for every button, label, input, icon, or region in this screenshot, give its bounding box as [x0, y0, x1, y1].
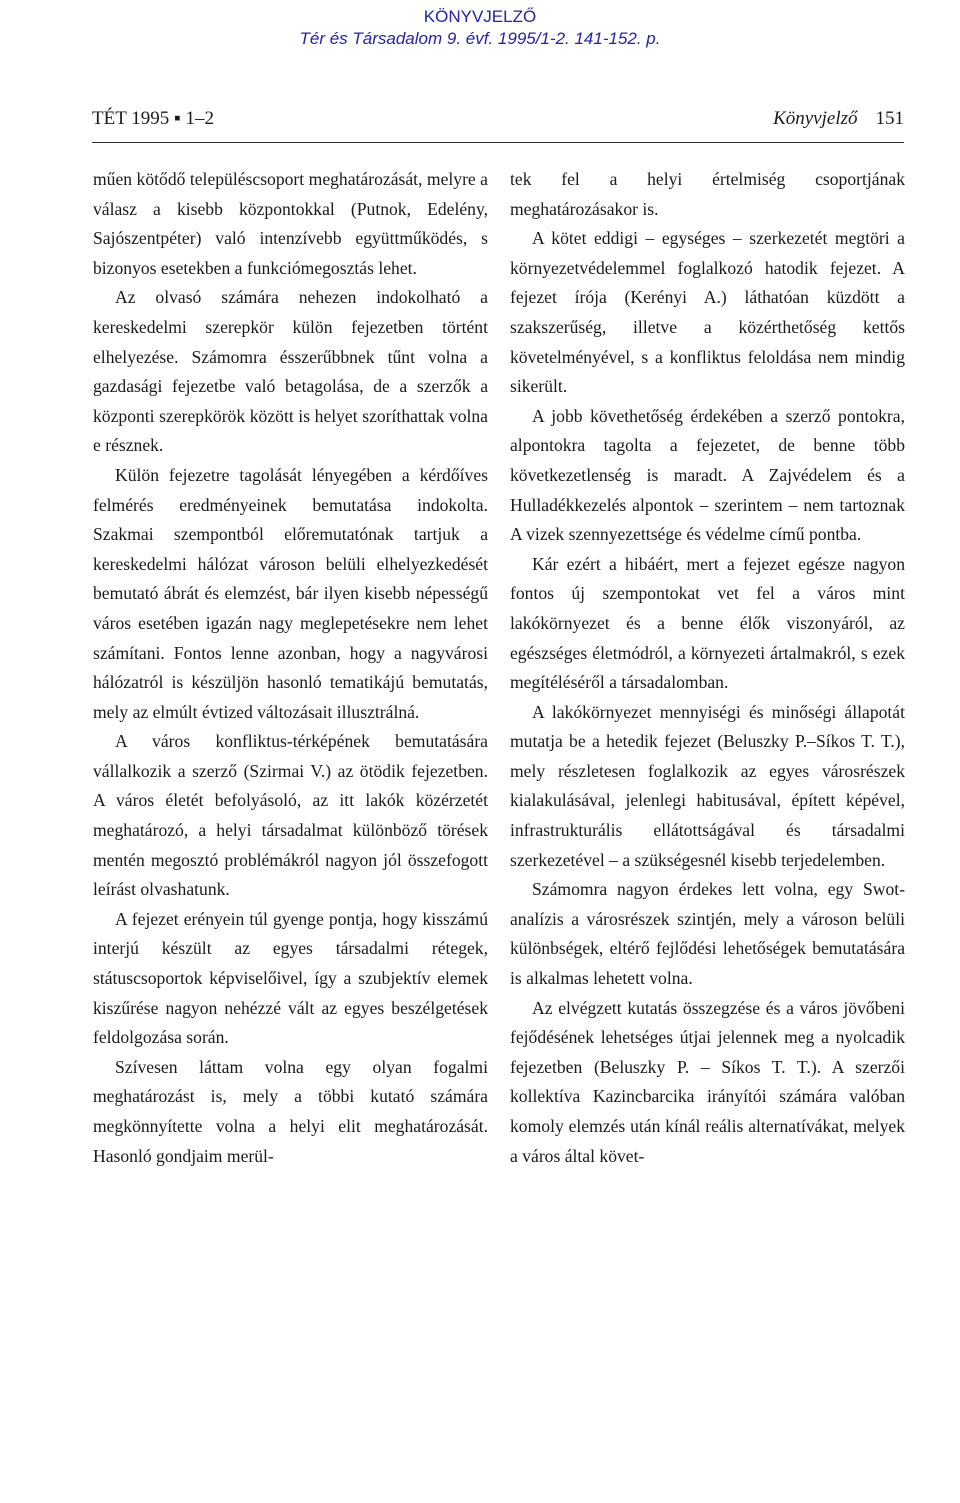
- paragraph: Az elvégzett kutatás összegzése és a város jövőbeni fejődésének lehetséges útjai jelennek meg a nyolcadik fejezetben (Beluszky P. – Síkos T. T.). A szerzői kollektíva Kazincbarcika irányítói számára valóban komoly elemzés után kínál reális alternatívákat, melyek a város által követ-: [510, 997, 905, 1166]
- running-head: [92, 108, 904, 138]
- paragraph: Kár ezért a hibáért, mert a fejezet egésze nagyon fontos új szempontokat vet fel a város mint lakókörnyezet és a benne élők viszonyáról, az egészséges életmódról, a környezeti ártalmakról, s ezek megítéléséről a társadalomban.: [510, 553, 905, 693]
- section-label: KÖNYVJELZŐ: [423, 7, 537, 26]
- paragraph: Számomra nagyon érdekes lett volna, egy Swot-analízis a városrészek szintjén, mely a városon belüli különbségek, eltérő fejlődési lehetőségek bemutatására is alkalmas lehetett volna.: [510, 879, 905, 989]
- header-rule: [92, 142, 904, 143]
- paragraph: műen kötődő településcsoport meghatározását, melyre a válasz a kisebb központokkal (Putnok, Edelény, Sajószentpéter) való intenzívebb együttműködés, s bizonyos esetekben a funkciómegosztás lehet.: [93, 169, 488, 278]
- paragraph: A lakókörnyezet mennyiségi és minőségi állapotát mutatja be a hetedik fejezet (Beluszky P.–Síkos T. T.), mely részletesen foglalkozik az egyes városrészek kialakulásával, jelenlegi habitusával, épített képével, infrastrukturális ellátottságával és társadalmi szerkezetével – a szükségesnél kisebb terjedelemben.: [510, 701, 905, 870]
- paragraph: Külön fejezetre tagolását lényegében a kérdőíves felmérés eredményeinek bemutatása indokolta. Szakmai szempontból előremutatónak tartjuk a kereskedelmi hálózat városon belüli elhelyezkedését bemutató ábrát és elemzést, bár ilyen kisebb népességű város esetében igazán nagy meglepetésekre nem lehet számítani. Fontos lenne azonban, hogy a nagyvárosi hálózatról is készüljön hasonló tematikájú bemutatás, mely az elmúlt évtized változásait illusztrálná.: [93, 464, 488, 722]
- right-column: [510, 165, 905, 1171]
- paragraph: A város konfliktus-térképének bemutatására vállalkozik a szerző (Szirmai V.) az ötödik fejezetben. A város életét befolyásoló, az itt lakók közérzetét meghatározó, a helyi társadalmat különböző törések mentén megosztó problémákról nagyon jól összefogott leírást olvashatunk.: [93, 731, 488, 900]
- citation-header: [0, 6, 960, 50]
- left-column: [93, 165, 488, 1171]
- paragraph: A fejezet erényein túl gyenge pontja, hogy kisszámú interjú készült az egyes társadalmi rétegek, státuscsoportok képviselőivel, így a szubjektív elemek kiszűrése nagyon nehézzé vált az egyes beszélgetések feldolgozása során.: [93, 908, 488, 1048]
- paragraph: A kötet eddigi – egységes – szerkezetét megtöri a környezetvédelemmel foglalkozó hatodik fejezet. A fejezet írója (Kerényi A.) láthatóan küzdött a szakszerűség, illetve a közérthetőség kettős követelményével, s a konfliktus feloldása nem mindig sikerült.: [510, 228, 905, 397]
- running-head-right: [773, 108, 904, 130]
- journal-issue: TÉT 1995 ▪ 1–2: [92, 108, 214, 129]
- page-number: 151: [875, 108, 904, 129]
- citation-line: Tér és Társadalom 9. évf. 1995/1-2. 141-152. p.: [299, 29, 661, 48]
- paragraph: A jobb követhetőség érdekében a szerző pontokra, alpontokra tagolta a fejezetet, de benne több következetlenség is maradt. A Zajvédelem és a Hulladékkezelés alpontok – szerintem – nem tartoznak A vizek szennyezettsége és védelme című pontba.: [510, 405, 905, 545]
- paragraph: Az olvasó számára nehezen indokolható a kereskedelmi szerepkör külön fejezetben történt elhelyezése. Számomra ésszerűbbnek tűnt volna a gazdasági fejezetbe való betagolása, de a szerzők a központi szerepkörök között is helyet szoríthattak volna e résznek.: [93, 287, 488, 456]
- paragraph: Szívesen láttam volna egy olyan fogalmi meghatározást is, mely a többi kutató számára megkönnyítette volna a helyi elit meghatározását. Hasonló gondjaim merül-: [93, 1056, 488, 1166]
- paragraph: tek fel a helyi értelmiség csoportjának meghatározásakor is.: [510, 169, 905, 219]
- section-title: Könyvjelző: [773, 108, 858, 129]
